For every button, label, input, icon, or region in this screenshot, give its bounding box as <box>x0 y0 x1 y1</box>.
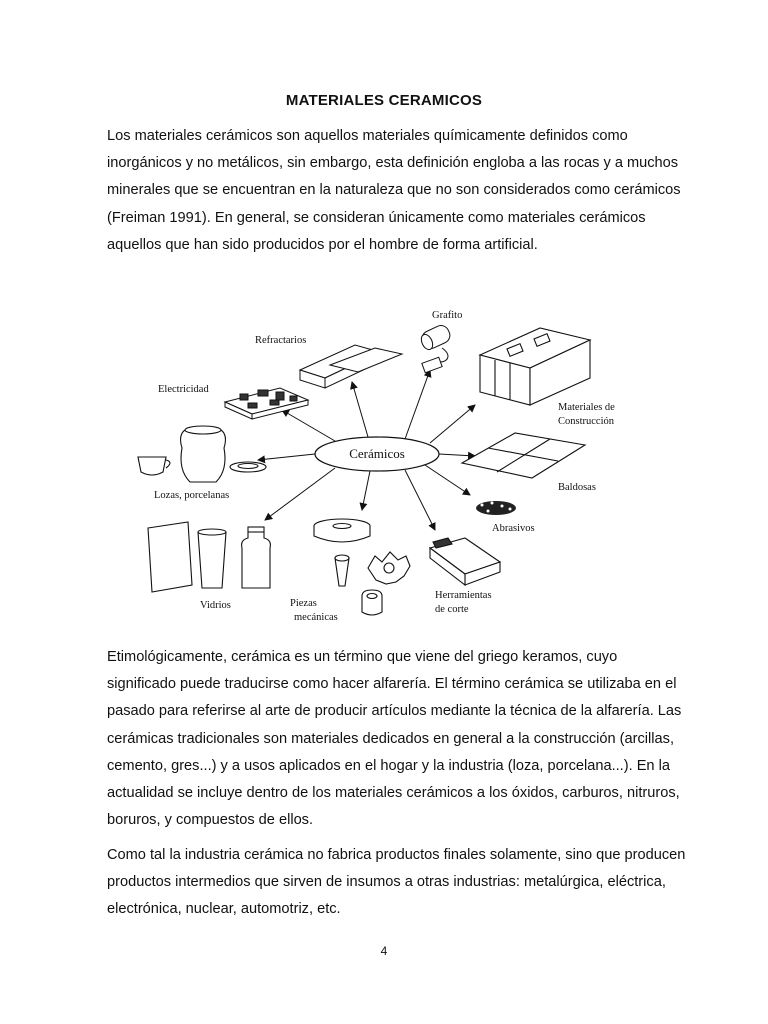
center-label: Cerámicos <box>349 446 405 461</box>
graphite-drawing <box>419 323 452 373</box>
page-number: 4 <box>380 944 388 958</box>
mechanical-parts-drawing <box>314 519 410 615</box>
refractory-bricks-drawing <box>300 345 402 388</box>
tiles-drawing <box>462 433 585 478</box>
label-refractarios: Refractarios <box>255 335 307 346</box>
paragraph-etymology: Etimológicamente, cerámica es un término que viene del griego keramos, cuyo significado puede traducirse como hacer alfarería. El término cerámica se utilizaba en el pasado para referirse al arte de producir artículos mediante la técnica de la alfarería. Las cerámicas tradicionales son materiales dedicados en general a la construcción (arcillas, cemento, gres...) y a usos aplicados en el hogar y la industria (loza, porcelana...). En la actualidad se incluye dentro de los materiales cerámicos a los óxidos, carburos, nitruros, boruros, y compuestos de ellos. <box>107 649 682 829</box>
label-piezas-1: Piezas <box>290 598 317 609</box>
label-lozas: Lozas, porcelanas <box>154 490 230 501</box>
label-grafito: Grafito <box>432 310 463 321</box>
label-herramientas-1: Herramientas <box>435 590 492 601</box>
construction-block-drawing <box>480 328 590 405</box>
ceramics-diagram <box>130 300 634 628</box>
paragraph-intro: Los materiales cerámicos son aquellos materiales químicamente definidos como inorgánicos y no metálicos, sin embargo, esta definición engloba a las rocas y a muchos minerales que se encuentran en la naturaleza que no son considerados como cerámicos (Freiman 1991). En general, se consideran únicamente como materiales cerámicos aquellos que han sido producidos por el hombre de forma artificial. <box>107 128 681 253</box>
label-materiales-construccion-1: Materiales de <box>558 402 615 413</box>
cutting-tool-drawing <box>430 538 500 585</box>
paragraph-industry: Como tal la industria cerámica no fabrica productos finales solamente, sino que producen productos intermedios que sirven de insumos a otras industrias: metalúrgica, eléctrica, electrónica, nuclear, automotriz, etc. <box>107 847 686 918</box>
glass-drawing <box>148 522 270 592</box>
abrasives-drawing <box>476 501 516 515</box>
label-vidrios: Vidrios <box>200 600 231 611</box>
label-electricidad: Electricidad <box>158 384 209 395</box>
page-title: MATERIALES CERAMICOS <box>285 92 483 109</box>
label-materiales-construccion-2: Construcción <box>558 416 614 427</box>
circuit-board-drawing <box>225 388 308 419</box>
pottery-drawing <box>138 426 266 482</box>
label-herramientas-2: de corte <box>435 604 469 615</box>
label-piezas-2: mecánicas <box>294 612 338 623</box>
label-baldosas: Baldosas <box>558 482 596 493</box>
ceramics-diagram-svg <box>130 300 634 628</box>
label-abrasivos: Abrasivos <box>492 523 535 534</box>
